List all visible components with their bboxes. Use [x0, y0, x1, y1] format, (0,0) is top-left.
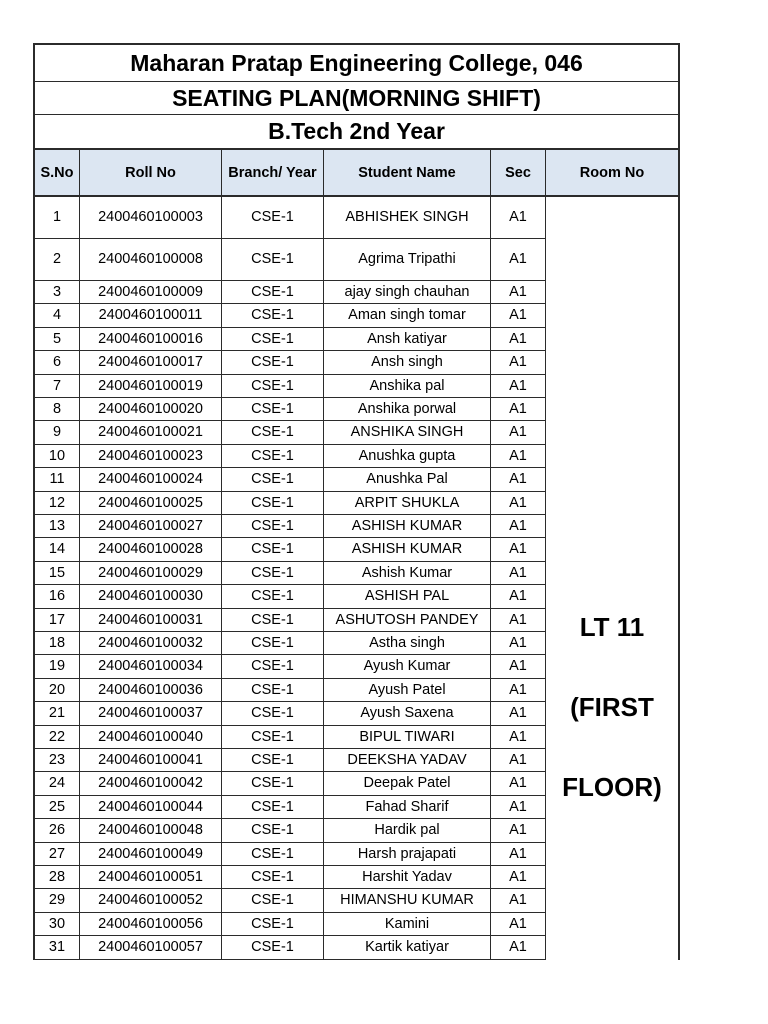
cell-sec: A1 [491, 538, 546, 561]
cell-name: Astha singh [324, 632, 491, 655]
cell-sno: 31 [33, 936, 80, 959]
cell-name: HIMANSHU KUMAR [324, 889, 491, 912]
cell-sec: A1 [491, 468, 546, 491]
cell-name: Anshika pal [324, 375, 491, 398]
cell-sno: 26 [33, 819, 80, 842]
cell-sec: A1 [491, 328, 546, 351]
cell-sno: 11 [33, 468, 80, 491]
cell-sec: A1 [491, 492, 546, 515]
cell-sno: 18 [33, 632, 80, 655]
cell-sec: A1 [491, 843, 546, 866]
cell-sec: A1 [491, 726, 546, 749]
plan-title: SEATING PLAN(MORNING SHIFT) [172, 84, 541, 111]
cell-sec: A1 [491, 421, 546, 444]
cell-roll: 2400460100021 [80, 421, 222, 444]
cell-branch: CSE-1 [222, 515, 324, 538]
cell-roll: 2400460100049 [80, 843, 222, 866]
cell-branch: CSE-1 [222, 889, 324, 912]
cell-roll: 2400460100036 [80, 679, 222, 702]
cell-sec: A1 [491, 239, 546, 281]
cell-roll: 2400460100003 [80, 197, 222, 239]
cell-sno: 7 [33, 375, 80, 398]
cell-name: Anushka Pal [324, 468, 491, 491]
cell-sec: A1 [491, 632, 546, 655]
cell-roll: 2400460100044 [80, 796, 222, 819]
cell-branch: CSE-1 [222, 421, 324, 444]
cell-name: Kartik katiyar [324, 936, 491, 959]
cell-roll: 2400460100009 [80, 281, 222, 304]
cell-branch: CSE-1 [222, 609, 324, 632]
cell-name: Aman singh tomar [324, 304, 491, 327]
cell-name: BIPUL TIWARI [324, 726, 491, 749]
room-line-1: LT 11 [579, 612, 645, 642]
cell-name: Deepak Patel [324, 772, 491, 795]
cell-name: Ansh katiyar [324, 328, 491, 351]
cell-roll: 2400460100025 [80, 492, 222, 515]
column-header-sno: S.No [35, 150, 80, 195]
cell-roll: 2400460100011 [80, 304, 222, 327]
cell-roll: 2400460100008 [80, 239, 222, 281]
cell-branch: CSE-1 [222, 328, 324, 351]
cell-roll: 2400460100056 [80, 913, 222, 936]
cell-sno: 6 [33, 351, 80, 374]
cell-sno: 25 [33, 796, 80, 819]
cell-branch: CSE-1 [222, 819, 324, 842]
cell-sno: 15 [33, 562, 80, 585]
cell-sec: A1 [491, 304, 546, 327]
cell-sno: 8 [33, 398, 80, 421]
cell-branch: CSE-1 [222, 445, 324, 468]
cell-sec: A1 [491, 515, 546, 538]
cell-sec: A1 [491, 702, 546, 725]
cell-branch: CSE-1 [222, 398, 324, 421]
college-title: Maharan Pratap Engineering College, 046 [130, 49, 583, 76]
cell-branch: CSE-1 [222, 866, 324, 889]
cell-name: ASHISH PAL [324, 585, 491, 608]
cell-roll: 2400460100031 [80, 609, 222, 632]
cell-name: Agrima Tripathi [324, 239, 491, 281]
cell-sno: 2 [33, 239, 80, 281]
cell-branch: CSE-1 [222, 351, 324, 374]
cell-roll: 2400460100037 [80, 702, 222, 725]
cell-roll: 2400460100041 [80, 749, 222, 772]
cell-sec: A1 [491, 655, 546, 678]
cell-roll: 2400460100019 [80, 375, 222, 398]
cell-name: Ayush Patel [324, 679, 491, 702]
cell-sec: A1 [491, 796, 546, 819]
cell-sec: A1 [491, 889, 546, 912]
cell-name: Anushka gupta [324, 445, 491, 468]
cell-roll: 2400460100024 [80, 468, 222, 491]
cell-sno: 22 [33, 726, 80, 749]
cell-branch: CSE-1 [222, 304, 324, 327]
cell-sno: 10 [33, 445, 80, 468]
cell-sno: 12 [33, 492, 80, 515]
cell-branch: CSE-1 [222, 538, 324, 561]
cell-branch: CSE-1 [222, 726, 324, 749]
cell-sno: 1 [33, 197, 80, 239]
cell-name: ANSHIKA SINGH [324, 421, 491, 444]
cell-sec: A1 [491, 398, 546, 421]
cell-name: ASHUTOSH PANDEY [324, 609, 491, 632]
cell-name: Anshika porwal [324, 398, 491, 421]
cell-roll: 2400460100051 [80, 866, 222, 889]
cell-branch: CSE-1 [222, 281, 324, 304]
cell-roll: 2400460100032 [80, 632, 222, 655]
cell-branch: CSE-1 [222, 749, 324, 772]
cell-name: Kamini [324, 913, 491, 936]
cell-sec: A1 [491, 679, 546, 702]
cell-sno: 29 [33, 889, 80, 912]
cell-branch: CSE-1 [222, 913, 324, 936]
column-header-roll: Roll No [80, 150, 222, 195]
cell-roll: 2400460100020 [80, 398, 222, 421]
cell-sec: A1 [491, 772, 546, 795]
cell-sno: 5 [33, 328, 80, 351]
cell-sno: 13 [33, 515, 80, 538]
cell-name: Hardik pal [324, 819, 491, 842]
column-header-branch: Branch/ Year [222, 150, 324, 195]
cell-sec: A1 [491, 913, 546, 936]
cell-sec: A1 [491, 562, 546, 585]
cell-branch: CSE-1 [222, 562, 324, 585]
cell-sno: 24 [33, 772, 80, 795]
cell-sno: 21 [33, 702, 80, 725]
cell-name: Ansh singh [324, 351, 491, 374]
cell-sec: A1 [491, 749, 546, 772]
cell-branch: CSE-1 [222, 585, 324, 608]
cell-roll: 2400460100027 [80, 515, 222, 538]
cell-name: Ashish Kumar [324, 562, 491, 585]
cell-sno: 23 [33, 749, 80, 772]
cell-sno: 14 [33, 538, 80, 561]
column-header-name: Student Name [324, 150, 491, 195]
column-header-room: Room No [546, 150, 678, 195]
cell-name: Fahad Sharif [324, 796, 491, 819]
cell-name: Harsh prajapati [324, 843, 491, 866]
cell-roll: 2400460100052 [80, 889, 222, 912]
cell-roll: 2400460100023 [80, 445, 222, 468]
cell-name: Harshit Yadav [324, 866, 491, 889]
cell-branch: CSE-1 [222, 702, 324, 725]
cell-sec: A1 [491, 445, 546, 468]
cell-sno: 16 [33, 585, 80, 608]
cell-branch: CSE-1 [222, 632, 324, 655]
cell-name: ARPIT SHUKLA [324, 492, 491, 515]
cell-name: ABHISHEK SINGH [324, 197, 491, 239]
cell-roll: 2400460100029 [80, 562, 222, 585]
cell-branch: CSE-1 [222, 375, 324, 398]
cell-roll: 2400460100042 [80, 772, 222, 795]
cell-sec: A1 [491, 936, 546, 959]
cell-sno: 19 [33, 655, 80, 678]
cell-branch: CSE-1 [222, 197, 324, 239]
cell-sec: A1 [491, 197, 546, 239]
cell-name: ASHISH KUMAR [324, 538, 491, 561]
cell-name: Ayush Saxena [324, 702, 491, 725]
cell-branch: CSE-1 [222, 239, 324, 281]
cell-sec: A1 [491, 351, 546, 374]
cell-sec: A1 [491, 585, 546, 608]
cell-roll: 2400460100034 [80, 655, 222, 678]
cell-sno: 17 [33, 609, 80, 632]
room-line-3: FLOOR) [562, 772, 662, 802]
cell-roll: 2400460100040 [80, 726, 222, 749]
cell-branch: CSE-1 [222, 772, 324, 795]
cell-branch: CSE-1 [222, 843, 324, 866]
cell-sec: A1 [491, 375, 546, 398]
cell-branch: CSE-1 [222, 468, 324, 491]
cell-name: Ayush Kumar [324, 655, 491, 678]
cell-branch: CSE-1 [222, 655, 324, 678]
cell-sno: 28 [33, 866, 80, 889]
cell-sno: 27 [33, 843, 80, 866]
cell-name: DEEKSHA YADAV [324, 749, 491, 772]
cell-sec: A1 [491, 281, 546, 304]
cell-roll: 2400460100028 [80, 538, 222, 561]
cell-roll: 2400460100016 [80, 328, 222, 351]
cell-sno: 4 [33, 304, 80, 327]
cell-roll: 2400460100048 [80, 819, 222, 842]
course-title: B.Tech 2nd Year [268, 118, 445, 144]
cell-branch: CSE-1 [222, 492, 324, 515]
cell-branch: CSE-1 [222, 679, 324, 702]
cell-sec: A1 [491, 609, 546, 632]
cell-branch: CSE-1 [222, 796, 324, 819]
cell-roll: 2400460100057 [80, 936, 222, 959]
column-header-sec: Sec [491, 150, 546, 195]
cell-sec: A1 [491, 819, 546, 842]
cell-branch: CSE-1 [222, 936, 324, 959]
cell-name: ASHISH KUMAR [324, 515, 491, 538]
cell-sno: 3 [33, 281, 80, 304]
cell-roll: 2400460100030 [80, 585, 222, 608]
cell-roll: 2400460100017 [80, 351, 222, 374]
cell-name: ajay singh chauhan [324, 281, 491, 304]
cell-sno: 9 [33, 421, 80, 444]
cell-sno: 30 [33, 913, 80, 936]
room-line-2: (FIRST [570, 692, 654, 722]
cell-sno: 20 [33, 679, 80, 702]
cell-sec: A1 [491, 866, 546, 889]
room-number [546, 197, 678, 1024]
